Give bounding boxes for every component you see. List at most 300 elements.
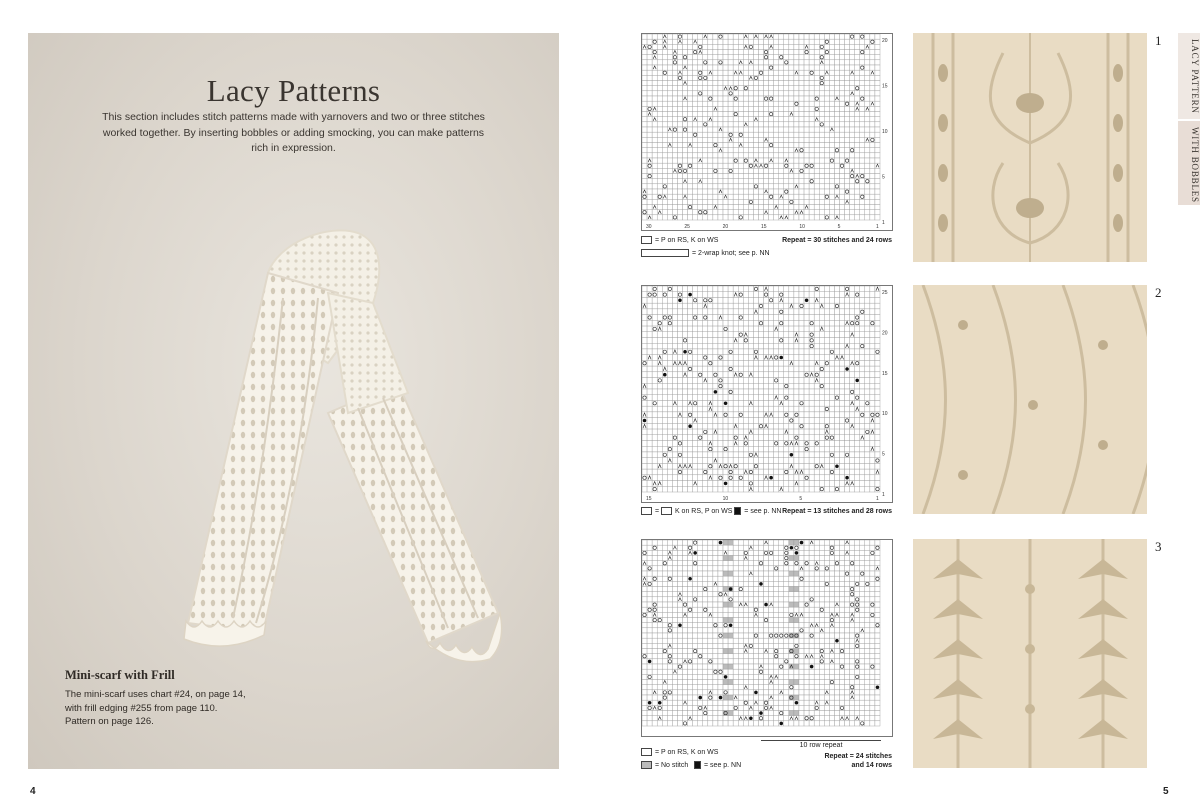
chart-cell	[819, 378, 824, 384]
chart-1-legend-1: = P on RS, K on WS	[641, 236, 781, 245]
chart-cell	[875, 633, 880, 638]
chart-cell	[753, 406, 758, 412]
chart-cell	[738, 106, 743, 111]
chart-cell	[723, 638, 728, 643]
chart-cell	[829, 199, 834, 204]
chart-cell	[855, 91, 860, 96]
chart-cell	[728, 184, 733, 189]
chart-cell	[794, 446, 799, 452]
chart-cell	[829, 628, 834, 633]
chart-cell	[672, 418, 677, 424]
chart-cell	[769, 174, 774, 179]
chart-cell	[875, 540, 880, 545]
chart-cell	[743, 297, 748, 303]
chart-cell	[753, 486, 758, 492]
chart-cell	[819, 581, 824, 586]
chart-cell	[733, 602, 738, 607]
chart-cell	[839, 452, 844, 458]
chart-cell	[693, 607, 698, 612]
chart-cell	[784, 326, 789, 332]
chart-cell	[784, 355, 789, 361]
chart-cell	[845, 389, 850, 395]
chart-cell	[860, 540, 865, 545]
chart-cell	[698, 452, 703, 458]
chart-cell	[693, 286, 698, 292]
chart-cell	[753, 441, 758, 447]
chart-cell	[769, 101, 774, 106]
chart-cell	[860, 366, 865, 372]
chart-cell	[774, 112, 779, 117]
chart-cell	[779, 446, 784, 452]
chart-cell	[667, 81, 672, 86]
chart-cell	[677, 132, 682, 137]
chart-cell	[799, 355, 804, 361]
chart-cell	[789, 91, 794, 96]
chart-cell	[784, 174, 789, 179]
chart-cell	[814, 628, 819, 633]
chart-cell	[677, 389, 682, 395]
chart-cell	[794, 602, 799, 607]
chart-cell	[698, 566, 703, 571]
chart-cell	[683, 566, 688, 571]
chart-cell	[683, 545, 688, 550]
chart-cell	[875, 101, 880, 106]
chart-cell	[647, 127, 652, 132]
chart-cell	[647, 184, 652, 189]
chart-cell	[748, 297, 753, 303]
chart-cell	[728, 412, 733, 418]
chart-cell	[819, 389, 824, 395]
chart-cell	[647, 458, 652, 464]
chart-cell	[819, 545, 824, 550]
chart-cell	[850, 326, 855, 332]
chart-cell	[789, 158, 794, 163]
chart-cell	[774, 406, 779, 412]
chart-cell	[839, 623, 844, 628]
chart-cell	[860, 70, 865, 75]
chart-cell	[657, 163, 662, 168]
chart-cell	[738, 39, 743, 44]
chart-cell	[753, 143, 758, 148]
chart-cell	[728, 446, 733, 452]
chart-cell	[743, 117, 748, 122]
chart-cell	[713, 132, 718, 137]
chart-cell	[784, 463, 789, 469]
chart-cell	[814, 292, 819, 298]
bobble-symbol	[714, 390, 718, 394]
chart-cell	[875, 463, 880, 469]
chart-cell	[809, 349, 814, 355]
chart-cell	[667, 65, 672, 70]
chart-cell	[683, 550, 688, 555]
chart-cell	[814, 383, 819, 389]
chart-cell	[865, 332, 870, 338]
chart-cell	[860, 127, 865, 132]
chart-cell	[875, 366, 880, 372]
chart-cell	[652, 194, 657, 199]
chart-cell	[769, 607, 774, 612]
chart-cell	[657, 633, 662, 638]
chart-cell	[824, 378, 829, 384]
chart-cell	[733, 446, 738, 452]
chart-cell	[708, 592, 713, 597]
chart-cell	[642, 400, 647, 406]
chart-cell	[875, 174, 880, 179]
chart-cell	[688, 210, 693, 215]
chart-cell	[829, 60, 834, 65]
chart-cell	[819, 475, 824, 481]
chart-cell	[784, 581, 789, 586]
chart-cell	[819, 395, 824, 401]
chart-cell	[875, 618, 880, 623]
chart-cell	[865, 205, 870, 210]
chart-cell	[875, 153, 880, 158]
chart-cell	[748, 612, 753, 617]
chart-cell	[824, 383, 829, 389]
chart-cell	[688, 587, 693, 592]
chart-cell	[758, 607, 763, 612]
chart-cell	[804, 366, 809, 372]
chart-cell	[698, 378, 703, 384]
chart-cell	[708, 458, 713, 464]
chart-cell	[855, 65, 860, 70]
chart-cell	[794, 587, 799, 592]
chart-cell	[753, 418, 758, 424]
chart-cell	[850, 581, 855, 586]
chart-cell	[804, 101, 809, 106]
chart-cell	[799, 343, 804, 349]
chart-cell	[688, 597, 693, 602]
chart-cell	[642, 332, 647, 338]
chart-cell	[769, 486, 774, 492]
chart-cell	[698, 607, 703, 612]
chart-cell	[814, 101, 819, 106]
chart-cell	[839, 158, 844, 163]
chart-cell	[784, 458, 789, 464]
chart-cell	[804, 592, 809, 597]
chart-cell	[718, 286, 723, 292]
chart-cell	[794, 168, 799, 173]
chart-cell	[693, 320, 698, 326]
chart-cell	[875, 435, 880, 441]
chart-cell	[764, 571, 769, 576]
chart-cell	[642, 406, 647, 412]
chart-cell	[875, 70, 880, 75]
chart-cell	[672, 309, 677, 315]
chart-cell	[779, 343, 784, 349]
chart-cell	[758, 602, 763, 607]
chart-cell	[738, 378, 743, 384]
chart-cell	[738, 205, 743, 210]
chart-cell	[723, 117, 728, 122]
chart-cell	[713, 366, 718, 372]
chart-cell	[769, 481, 774, 487]
chart-cell	[662, 168, 667, 173]
chart-cell	[662, 320, 667, 326]
chart-cell	[672, 184, 677, 189]
chart-cell	[647, 55, 652, 60]
chart-cell	[713, 383, 718, 389]
chart-cell	[834, 435, 839, 441]
chart-cell	[809, 303, 814, 309]
chart-cell	[688, 86, 693, 91]
chart-cell	[662, 303, 667, 309]
chart-cell	[647, 400, 652, 406]
chart-cell	[743, 39, 748, 44]
chart-cell	[728, 400, 733, 406]
chart-cell	[845, 65, 850, 70]
chart-cell	[834, 545, 839, 550]
chart-cell	[652, 452, 657, 458]
chart-cell	[713, 137, 718, 142]
chart-cell	[789, 189, 794, 194]
chart-cell	[708, 587, 713, 592]
chart-cell	[819, 315, 824, 321]
chart-cell	[784, 638, 789, 643]
chart-cell	[875, 168, 880, 173]
chart-cell	[703, 127, 708, 132]
chart-cell	[657, 75, 662, 80]
chart-cell	[733, 44, 738, 49]
chart-cell	[839, 75, 844, 80]
chart-cell	[829, 475, 834, 481]
chart-cell	[758, 60, 763, 65]
chart-cell	[703, 320, 708, 326]
chart-cell	[677, 540, 682, 545]
chart-cell	[723, 566, 728, 571]
chart-cell	[652, 153, 657, 158]
chart-cell	[693, 106, 698, 111]
chart-cell	[672, 469, 677, 475]
chart-cell	[809, 148, 814, 153]
chart-cell	[713, 163, 718, 168]
chart-cell	[662, 587, 667, 592]
chart-cell	[784, 143, 789, 148]
chart-cell	[647, 332, 652, 338]
chart-cell	[662, 628, 667, 633]
chart-cell	[845, 137, 850, 142]
chart-cell	[829, 309, 834, 315]
chart-cell	[753, 383, 758, 389]
chart-cell	[652, 475, 657, 481]
chart-cell	[688, 179, 693, 184]
chart-cell	[688, 418, 693, 424]
chart-cell	[784, 602, 789, 607]
chart-cell	[809, 309, 814, 315]
chart-cell	[672, 132, 677, 137]
chart-cell	[839, 286, 844, 292]
chart-cell	[860, 210, 865, 215]
chart-cell	[774, 446, 779, 452]
chart-cell	[809, 153, 814, 158]
chart-cell	[779, 618, 784, 623]
chart-cell	[764, 91, 769, 96]
chart-cell	[743, 106, 748, 111]
chart-cell	[738, 395, 743, 401]
chart-cell	[870, 292, 875, 298]
chart-cell	[855, 446, 860, 452]
chart-cell	[647, 423, 652, 429]
chart-cell	[809, 65, 814, 70]
chart-cell	[779, 475, 784, 481]
chart-cell	[860, 132, 865, 137]
chart-cell	[647, 137, 652, 142]
chart-cell	[860, 137, 865, 142]
chart-cell	[769, 91, 774, 96]
chart-cell	[779, 463, 784, 469]
chart-cell	[662, 50, 667, 55]
chart-cell	[703, 602, 708, 607]
chart-cell	[779, 132, 784, 137]
chart-cell	[728, 550, 733, 555]
chart-cell	[870, 91, 875, 96]
chart-cell	[855, 389, 860, 395]
chart-cell	[814, 332, 819, 338]
chart-cell	[789, 292, 794, 298]
chart-cell	[829, 81, 834, 86]
chart-cell	[672, 148, 677, 153]
chart-cell	[733, 50, 738, 55]
chart-cell	[657, 215, 662, 220]
chart-cell	[794, 349, 799, 355]
chart-cell	[693, 81, 698, 86]
chart-cell	[688, 475, 693, 481]
chart-cell	[713, 127, 718, 132]
chart-cell	[850, 349, 855, 355]
chart-cell	[789, 355, 794, 361]
chart-cell	[779, 481, 784, 487]
chart-cell	[845, 581, 850, 586]
chart-cell	[875, 132, 880, 137]
chart-cell	[688, 55, 693, 60]
chart-cell	[713, 96, 718, 101]
chart-cell	[667, 137, 672, 142]
chart-cell	[662, 55, 667, 60]
chart-cell	[794, 556, 799, 561]
chart-cell	[738, 55, 743, 60]
chart-cell	[708, 194, 713, 199]
chart-cell	[748, 412, 753, 418]
chart-cell	[718, 81, 723, 86]
chart-cell	[865, 343, 870, 349]
chart-cell	[764, 320, 769, 326]
chart-cell	[642, 623, 647, 628]
chart-cell	[677, 332, 682, 338]
chart-cell	[834, 326, 839, 332]
chart-cell	[850, 441, 855, 447]
chart-cell	[647, 297, 652, 303]
chart-cell	[855, 75, 860, 80]
chart-cell	[850, 623, 855, 628]
chart-cell	[718, 395, 723, 401]
chart-cell	[672, 383, 677, 389]
chart-cell	[834, 286, 839, 292]
chart-cell	[748, 34, 753, 39]
chart-cell	[683, 486, 688, 492]
chart-cell	[677, 349, 682, 355]
chart-cell	[748, 566, 753, 571]
chart-cell	[662, 91, 667, 96]
chart-cell	[688, 75, 693, 80]
chart-cell	[758, 623, 763, 628]
chart-cell	[809, 587, 814, 592]
chart-cell	[845, 39, 850, 44]
chart-cell	[839, 127, 844, 132]
chart-cell	[672, 96, 677, 101]
chart-cell	[723, 540, 728, 545]
chart-cell	[753, 638, 758, 643]
chart-cell	[662, 638, 667, 643]
chart-cell	[799, 112, 804, 117]
chart-cell	[733, 143, 738, 148]
chart-cell	[698, 458, 703, 464]
chart-cell	[688, 122, 693, 127]
chart-cell	[713, 55, 718, 60]
chart-cell	[647, 452, 652, 458]
chart-cell	[829, 303, 834, 309]
chart-cell	[855, 60, 860, 65]
chart-cell	[779, 143, 784, 148]
chart-cell	[753, 174, 758, 179]
chart-cell	[753, 556, 758, 561]
chart-cell	[677, 194, 682, 199]
chart-cell	[784, 309, 789, 315]
chart-cell	[667, 117, 672, 122]
chart-cell	[683, 452, 688, 458]
chart-cell	[784, 44, 789, 49]
chart-cell	[855, 55, 860, 60]
chart-cell	[672, 81, 677, 86]
chart-cell	[713, 86, 718, 91]
chart-cell	[870, 458, 875, 464]
chart-cell	[718, 481, 723, 487]
chart-cell	[784, 81, 789, 86]
chart-cell	[662, 86, 667, 91]
chart-cell	[657, 174, 662, 179]
chart-cell	[713, 423, 718, 429]
chart-cell	[824, 458, 829, 464]
chart-cell	[758, 378, 763, 384]
chart-cell	[677, 106, 682, 111]
chart-cell	[845, 168, 850, 173]
chart-cell	[693, 86, 698, 91]
chart-cell	[728, 158, 733, 163]
chart-cell	[850, 556, 855, 561]
chart-cell	[713, 179, 718, 184]
chart-cell	[829, 383, 834, 389]
chart-cell	[652, 378, 657, 384]
chart-cell	[875, 481, 880, 487]
chart-cell	[784, 628, 789, 633]
chart-cell	[769, 623, 774, 628]
chart-cell	[753, 423, 758, 429]
chart-cell	[753, 366, 758, 372]
chart-cell	[738, 423, 743, 429]
chart-cell	[774, 137, 779, 142]
chart-cell	[799, 395, 804, 401]
chart-cell	[683, 91, 688, 96]
chart-cell	[748, 463, 753, 469]
chart-cell	[839, 435, 844, 441]
chart-cell	[713, 122, 718, 127]
chart-cell	[657, 556, 662, 561]
chart-cell	[698, 623, 703, 628]
chart-cell	[708, 607, 713, 612]
chart-cell	[814, 469, 819, 475]
chart-cell	[677, 643, 682, 648]
chart-cell	[794, 320, 799, 326]
chart-cell	[824, 148, 829, 153]
